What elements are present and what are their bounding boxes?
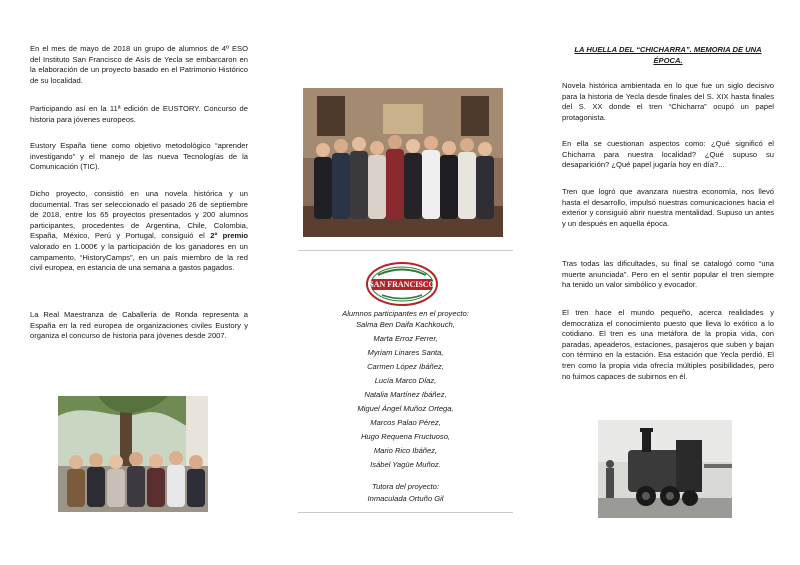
award-paragraph	[30, 189, 248, 274]
students-outdoor-photo	[58, 396, 208, 512]
divider-bottom	[298, 512, 513, 513]
novel-paragraph-2: En ella se cuestionan aspectos como: ¿Qué significó el Chicharra para nuestra localidad? ¿Qué supuso su desaparición? ¿Qué papel jugaría hoy en día?...	[562, 139, 774, 170]
novel-paragraph-3: Tren que logró que avanzara nuestra economía, nos llevó hasta el desarrollo, impulsó nuestras comunicaciones hacia el exterior y consiguió abrir nuestra mentalidad. Supuso un antes y un después en aquella época.	[562, 187, 774, 228]
school-logo	[366, 262, 438, 306]
participant-item: Natalia Martínez Ibáñez,	[364, 390, 447, 400]
middle-column	[298, 0, 513, 565]
participant-item: Salma Ben Daifa Kachkouch,	[356, 320, 455, 330]
students-outdoor-image	[58, 396, 208, 512]
locomotive-image	[598, 420, 732, 518]
tutor-name: Inmaculada Ortuño Gil	[367, 494, 444, 503]
intro-paragraph: En el mes de mayo de 2018 un grupo de alumnos de 4º ESO del Instituto San Francisco de Asís de Yecla se embarcaron en la elaboración de un proyecto basado en el Patrimonio Histórico de su localidad.	[30, 44, 248, 85]
participant-item: Myriam Linares Santa,	[367, 348, 444, 358]
methodology-paragraph: Eustory España tiene como objetivo metodológico “aprender investigando” y el manejo de las nueva Tecnologías de la Comunicación (TIC).	[30, 141, 248, 172]
right-column	[562, 0, 774, 565]
divider-top	[298, 250, 513, 251]
group-photo	[303, 88, 503, 237]
novel-paragraph-4: Tras todas las dificultades, su final se catalogó como “una muerte anunciada”. Pero en el sentir popular el tren siempre ha tenido un valor simbólico y evocador.	[562, 259, 774, 290]
logo-text: SAN FRANCISCO	[369, 280, 435, 289]
novel-paragraph-1: Novela histórica ambientada en lo que fue un siglo decisivo para la historia de Yecla desde finales del S. XIX hasta finales del S. XX donde el tren “Chicharra” ocupó un papel protagonista.	[562, 81, 774, 122]
participant-item: Hugo Requena Fructuoso,	[360, 432, 451, 442]
locomotive-photo	[598, 420, 732, 518]
participant-item: Marta Erroz Ferrer,	[373, 334, 438, 344]
eustory-paragraph: Participando así en la 11ª edición de EUSTORY. Concurso de historia para jóvenes europeos.	[30, 104, 248, 124]
participant-item: Lucía Marco Díaz,	[374, 376, 437, 386]
maestranza-paragraph: La Real Maestranza de Caballería de Ronda representa a España en la red europea de organizaciones civiles Eustory y organiza el concurso de historia para jóvenes desde 2007.	[30, 310, 248, 341]
participant-item: Isábel Yagüe Muñoz.	[370, 460, 441, 470]
participant-item: Marcos Palao Pérez,	[370, 418, 441, 428]
participant-item: Mario Rico Ibáñez,	[373, 446, 438, 456]
award-text-end: valorado en 1.000€ y la participación de los ganadores en un campamento, “HistoryCamps”, en un país miembro de la red civil europea, en estancia de una semana a gastos pagados.	[30, 241, 248, 273]
tutor-heading: Tutora del proyecto:	[372, 482, 439, 491]
group-photo-image	[303, 88, 503, 237]
novel-paragraph-5: El tren hace el mundo pequeño, acerca realidades y democratiza el conocimiento puesto que lleva lo exótico a lo cotidiano. El tren es una metáfora de la propia vida, con paradas, apeaderos, estaciones, pasajeros que suben y bajan con término en la estación. Esa estación que Yecla perdió. El tren como la propia vida ofrecía múltiples posibilidades, pero no fuimos capaces de subirnos en él.	[562, 308, 774, 381]
participant-item: Miguel Ángel Muñoz Ortega,	[357, 404, 454, 414]
award-text-start: Dicho proyecto, consistió en una novela histórica y un documental. Tras ser seleccionado el pasado 26 de septiembre de 2018, entre los 65 proyectos presentados y 200 alumnos participantes, procedentes de Argentina, Chile, Colombia, España, México, Perú y Portugal, consiguió el	[30, 189, 248, 241]
award-prize: 2º premio	[210, 231, 248, 241]
participant-item: Carmen López Ibáñez,	[367, 362, 444, 372]
participants-heading: Alumnos participantes en el proyecto:	[342, 309, 469, 318]
left-column	[30, 0, 248, 565]
novel-title: LA HUELLA DEL “CHICHARRA”. MEMORIA DE UNA ÉPOCA.	[574, 45, 762, 65]
